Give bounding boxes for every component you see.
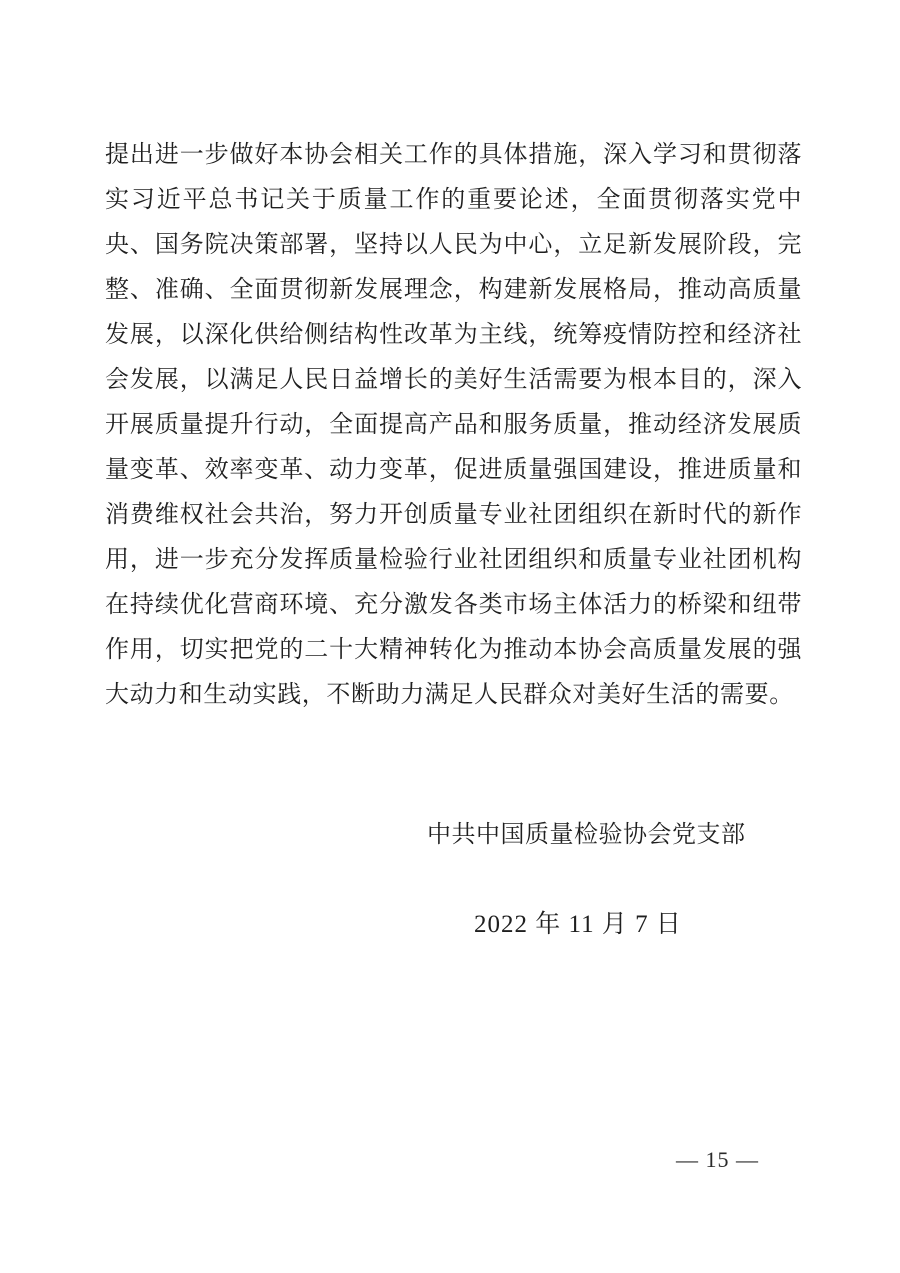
body-line: 量变革、效率变革、动力变革，促进质量强国建设，推进质量和: [105, 457, 802, 483]
body-paragraph: [105, 133, 802, 718]
body-line: 会发展，以满足人民日益增长的美好生活需要为根本目的，深入: [105, 367, 802, 393]
page-number: — 15 —: [676, 1147, 759, 1172]
body-line: 开展质量提升行动，全面提高产品和服务质量，推动经济发展质: [105, 412, 802, 438]
body-line: 央、国务院决策部署，坚持以人民为中心，立足新发展阶段，完: [105, 232, 802, 258]
body-line: 用，进一步充分发挥质量检验行业社团组织和质量专业社团机构: [105, 547, 802, 573]
body-line: 实习近平总书记关于质量工作的重要论述，全面贯彻落实党中: [105, 187, 802, 213]
body-line: 发展，以深化供给侧结构性改革为主线，统筹疫情防控和经济社: [105, 322, 802, 348]
document-date: 2022 年 11 月 7 日: [474, 911, 682, 938]
signature-org: 中共中国质量检验协会党支部: [427, 822, 746, 848]
body-line: 整、准确、全面贯彻新发展理念，构建新发展格局，推动高质量: [105, 277, 802, 303]
body-line: 消费维权社会共治，努力开创质量专业社团组织在新时代的新作: [105, 502, 802, 528]
body-line: 作用，切实把党的二十大精神转化为推动本协会高质量发展的强: [105, 637, 802, 663]
body-line: 提出进一步做好本协会相关工作的具体措施，深入学习和贯彻落: [105, 142, 802, 168]
body-line: 在持续优化营商环境、充分激发各类市场主体活力的桥梁和纽带: [105, 592, 802, 618]
body-line: 大动力和生动实践，不断助力满足人民群众对美好生活的需要。: [105, 682, 794, 708]
